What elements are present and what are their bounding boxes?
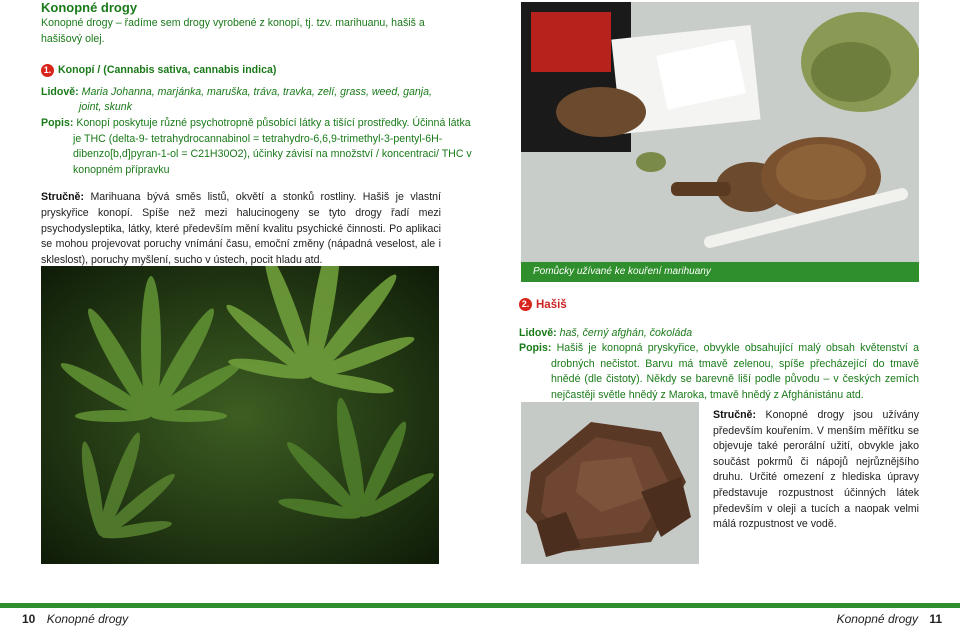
item1-title: Konopí / (Cannabis sativa, cannabis indica)	[58, 64, 277, 77]
footer-left	[22, 612, 128, 626]
popis-label: Popis:	[41, 116, 74, 129]
smoking-tools-photo	[521, 2, 919, 262]
lidove-value: Maria Johanna, marjánka, maruška, tráva, travka, zelí, grass, weed, ganja, joint, skunk	[79, 85, 432, 114]
item2-lidove-label: Lidově:	[519, 327, 557, 339]
footer-divider	[0, 603, 960, 608]
item1-heading	[41, 63, 441, 79]
item1-popis	[41, 116, 473, 178]
item2-strucne-value: Konopné drogy jsou užívány především kouřením. V menším měřítku se objevuje také perorální užití, obvykle jako součást pokrmů či nápojů nejrůznějšího druhu. Určité omezení z hlediska úpravy představuje rozpustnost účinných látek především v oleji a tucích a naopak velmi málá rozpustnost ve vodě.	[713, 409, 919, 531]
item2-popis	[519, 341, 919, 403]
strucne-label: Stručně:	[41, 191, 84, 204]
left-running-title: Konopné drogy	[46, 612, 129, 626]
item2-popis-label: Popis:	[519, 342, 552, 354]
hashish-photo	[521, 402, 699, 564]
item1-lidove	[41, 85, 441, 116]
lidove-label: Lidově:	[41, 85, 79, 98]
item2-lidove-value: haš, černý afghán, čokoláda	[559, 327, 693, 339]
item2-strucne-label: Stručně:	[713, 409, 756, 421]
page-title: Konopné drogy	[41, 0, 138, 15]
item2-popis-value: Hašiš je konopná pryskyřice, obvykle obsahující malý obsah květenství a drobných nečistot. Barvu má tmavě zelenou, spíše přecházející do tmavě hnědé (dle čistoty). Někdy se barevně liší podle původu – v českých zemích nejčastěji světle hnědý z Maroka, tmavě hnědý z Afghánistánu atd.	[551, 342, 919, 401]
item2-lidove	[519, 326, 919, 342]
left-column	[41, 0, 472, 268]
item1-number: 1.	[41, 64, 54, 77]
popis-value: Konopí poskytuje různé psychotropně působící látky a tišící prostředky. Účinná látka je THC (delta-9- tetrahydrocannabinol = tetrahydro-6,6,9-trimethyl-3-pentyl-6H-dibenzo[b,d]pyran-1-ol = C21H30O2), účinky závisí na množství / koncentraci/ THC v konopném přípravku	[73, 116, 472, 176]
intro-text: Konopné drogy – řadíme sem drogy vyrobené z konopí, tj. tzv. marihuanu, hašiš a hašišový olej.	[41, 17, 425, 45]
strucne-value: Marihuana bývá směs listů, okvětí a stonků rostliny. Hašiš je vlastní pryskyřice konopí. Spíše než mezi halucinogeny se tyto drogy řadí mezi psychodysleptika, látky, které především mění kvalitu psychické činnosti. Po aplikaci se mohou projevovat poruchy vnímání času, emoční změny (nápadná veselost, ale i skleslost), poruchy myšlení, sucho v ústech, pocit hladu atd.	[41, 191, 441, 266]
photo-caption: Pomůcky užívané ke kouření marihuany	[521, 262, 919, 282]
item2-title: Hašiš	[536, 299, 567, 311]
item2-heading	[519, 298, 567, 314]
right-running-title: Konopné drogy	[836, 612, 918, 626]
cannabis-plant-photo	[41, 266, 439, 564]
item1-strucne	[41, 190, 441, 268]
item2-strucne	[713, 408, 919, 533]
right-page-number: 11	[929, 612, 942, 626]
item2-number: 2.	[519, 298, 532, 311]
left-page-number: 10	[22, 612, 36, 626]
footer-right	[837, 612, 942, 626]
